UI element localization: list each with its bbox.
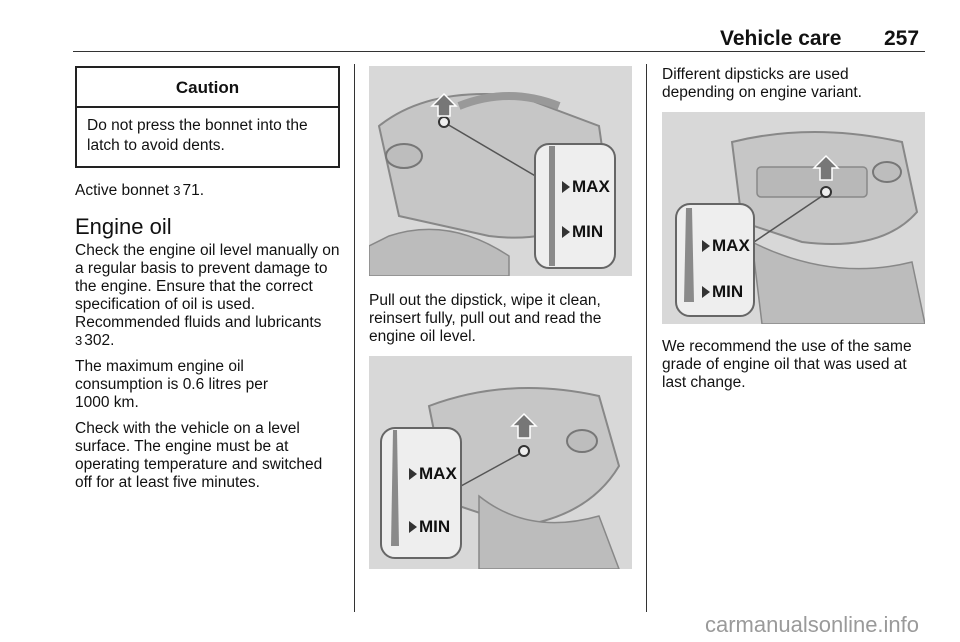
engine-illustration-2 (369, 356, 632, 569)
engine-oil-para-2: The maximum engine oil consumption is 0.6 litres per 1000 km. (75, 358, 268, 411)
min-label: MIN (712, 282, 744, 301)
engine-figure-1 (369, 66, 632, 276)
engine-illustration-3 (662, 112, 925, 324)
header-rule (73, 51, 925, 52)
engine-figure-2 (369, 356, 632, 569)
engine-illustration-1 (369, 66, 632, 276)
column-3 (662, 66, 927, 392)
caution-box (75, 66, 340, 168)
max-label: MAX (419, 464, 457, 483)
engine-oil-para-1 (75, 242, 340, 350)
column-divider-right (646, 64, 647, 612)
dipstick-variants-text: Different dipsticks are used depending on engine variant. (662, 66, 862, 101)
column-1 (75, 66, 340, 492)
fluids-ref[interactable]: 302. (84, 332, 115, 349)
section-title: Engine oil (75, 214, 172, 239)
engine-oil-para-3: Check with the vehicle on a level surface. The engine must be at operating temperature and switched off for at least five minutes. (75, 420, 323, 491)
caution-text: Do not press the bonnet into the latch to avoid dents. (87, 117, 308, 154)
engine-oil-para-1-text: Check the engine oil level manually on a regular basis to prevent damage to the engine. Ensure that the correct specification of oil is used. Recommended fluids and lubricants (75, 242, 340, 331)
active-bonnet-ref[interactable]: 71. (182, 182, 205, 199)
active-bonnet-text: Active bonnet (75, 182, 169, 199)
min-label: MIN (419, 517, 451, 536)
caution-heading: Caution (77, 68, 338, 108)
page-ref-icon: 3 (75, 333, 83, 348)
min-label: MIN (572, 222, 604, 241)
max-label: MAX (712, 236, 750, 255)
column-divider-left (354, 64, 355, 612)
engine-figure-3 (662, 112, 925, 324)
max-label: MAX (572, 177, 610, 196)
running-header-title: Vehicle care (720, 27, 842, 50)
page-number: 257 (884, 27, 920, 50)
active-bonnet-line (75, 182, 340, 200)
page-ref-icon: 3 (173, 183, 181, 198)
watermark: carmanualsonline.info (705, 612, 920, 637)
oil-grade-recommendation: We recommend the use of the same grade of engine oil that was used at last change. (662, 338, 912, 391)
dipstick-instructions: Pull out the dipstick, wipe it clean, reinsert fully, pull out and read the engine oil level. (369, 292, 602, 345)
column-2 (369, 66, 634, 569)
